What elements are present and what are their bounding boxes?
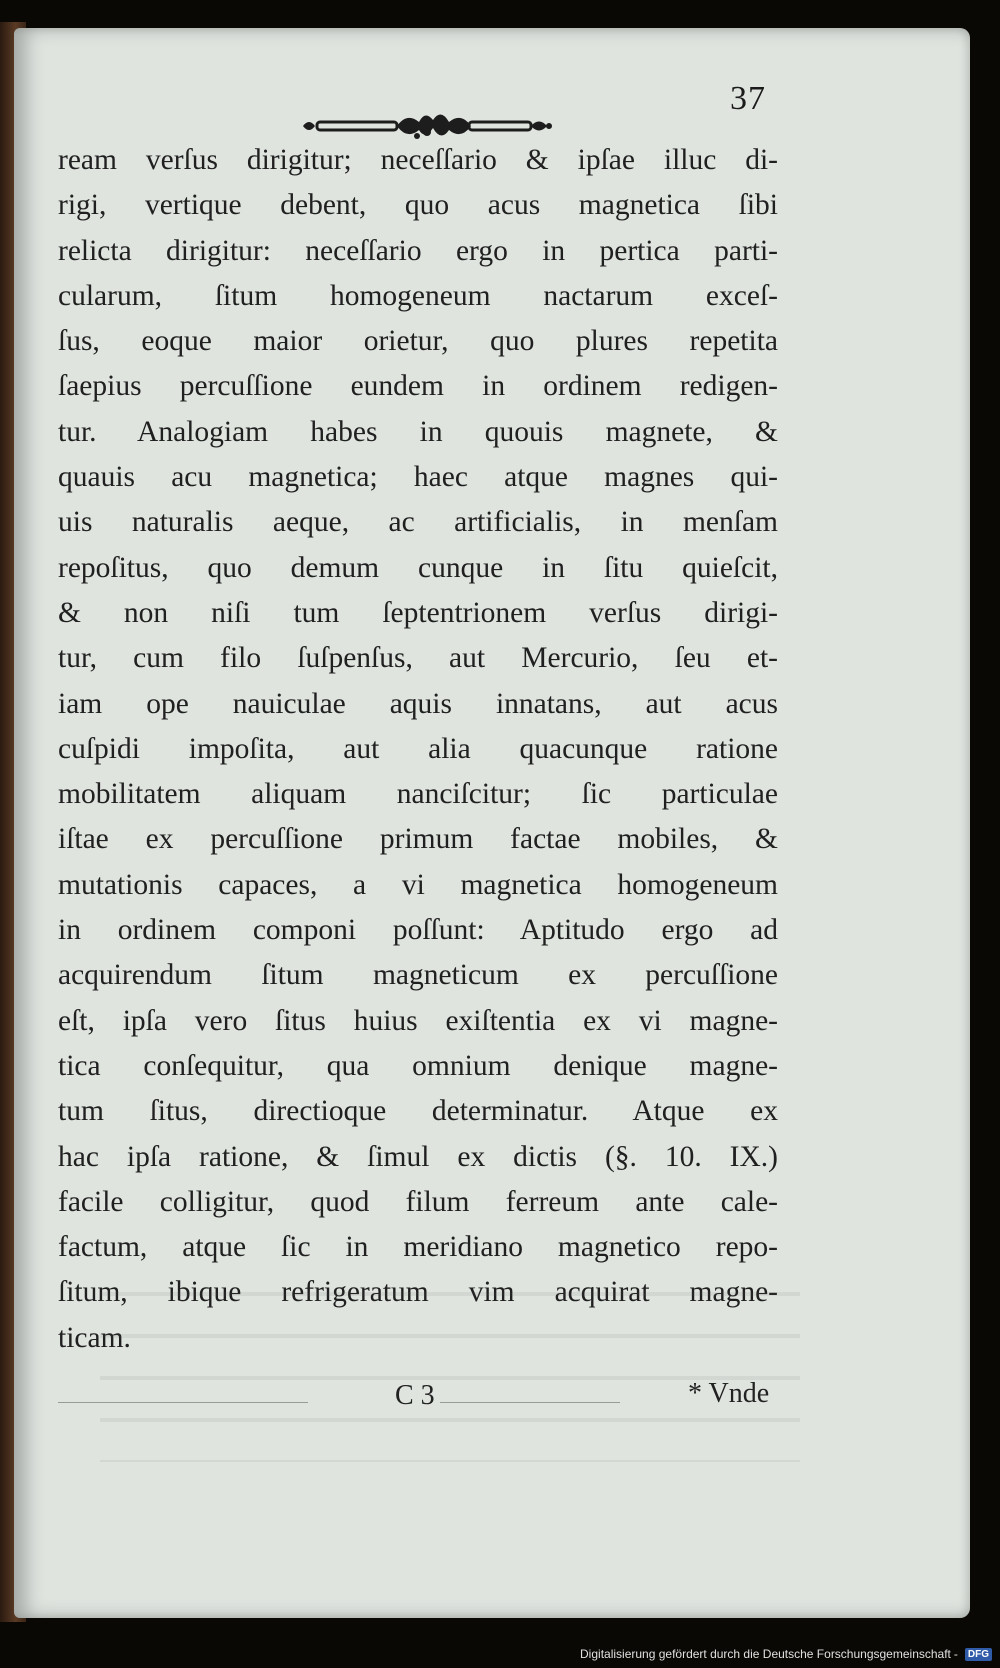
text-line: relicta dirigitur: neceſſario ergo in pertica parti-	[58, 234, 778, 267]
text-line: ſus, eoque maior orietur, quo plures repetita	[58, 325, 778, 358]
text-line: mobilitatem aliquam nanciſcitur; ſic particulae	[58, 778, 778, 811]
text-line: uis naturalis aeque, ac artificialis, in menſam	[58, 506, 778, 539]
text-line: hac ipſa ratione, & ſimul ex dictis (§. 10. IX.)	[58, 1140, 778, 1173]
text-line: ſaepius percuſſione eundem in ordinem redigen-	[58, 370, 778, 403]
page-number: 37	[730, 80, 766, 117]
text-line: tur. Analogiam habes in quouis magnete, &	[58, 415, 778, 448]
text-line: acquirendum ſitum magneticum ex percuſſione	[58, 959, 778, 992]
text-line: tum ſitus, directioque determinatur. Atque ex	[58, 1095, 778, 1128]
text-line: facile colligitur, quod filum ferreum ante cale-	[58, 1185, 778, 1218]
text-line: mutationis capaces, a vi magnetica homogeneum	[58, 868, 778, 901]
signature-mark: C 3	[395, 1380, 435, 1411]
credit-separator: -	[953, 1647, 958, 1661]
footer-rule-left	[58, 1402, 308, 1403]
text-line: ream verſus dirigitur; neceſſario & ipſae illuc di-	[58, 144, 778, 176]
text-line: tur, cum filo ſuſpenſus, aut Mercurio, ſeu et-	[58, 642, 778, 675]
text-line: repoſitus, quo demum cunque in ſitu quieſcit,	[58, 551, 778, 584]
text-line: factum, atque ſic in meridiano magnetico repo-	[58, 1231, 778, 1264]
text-line: eſt, ipſa vero ſitus huius exiſtentia ex vi magne-	[58, 1004, 778, 1037]
text-line: ſitum, ibique refrigeratum vim acquirat magne-	[58, 1276, 778, 1309]
body-text	[58, 138, 778, 1361]
text-line: iſtae ex percuſſione primum factae mobiles, &	[58, 823, 778, 856]
text-line: rigi, vertique debent, quo acus magnetica ſibi	[58, 189, 778, 222]
credit-text: Digitalisierung gefördert durch die Deutsche Forschungsgemeinschaft	[580, 1647, 951, 1661]
text-line: & non niſi tum ſeptentrionem verſus dirigi-	[58, 596, 778, 629]
text-line: iam ope nauiculae aquis innatans, aut acus	[58, 687, 778, 720]
catchword: * Vnde	[688, 1378, 770, 1409]
text-line: cularum, ſitum homogeneum nactarum exceſ-	[58, 279, 778, 312]
text-line: ticam.	[58, 1321, 131, 1354]
footer-rule-middle	[440, 1402, 620, 1403]
text-line: in ordinem componi poſſunt: Aptitudo ergo ad	[58, 914, 778, 947]
text-line: cuſpidi impoſita, aut alia quacunque ratione	[58, 732, 778, 765]
text-line: tica conſequitur, qua omnium denique magne-	[58, 1049, 778, 1082]
digitization-credit-bar	[0, 1640, 1000, 1668]
text-line: quauis acu magnetica; haec atque magnes qui-	[58, 461, 778, 494]
dfg-logo: DFG	[965, 1648, 992, 1661]
